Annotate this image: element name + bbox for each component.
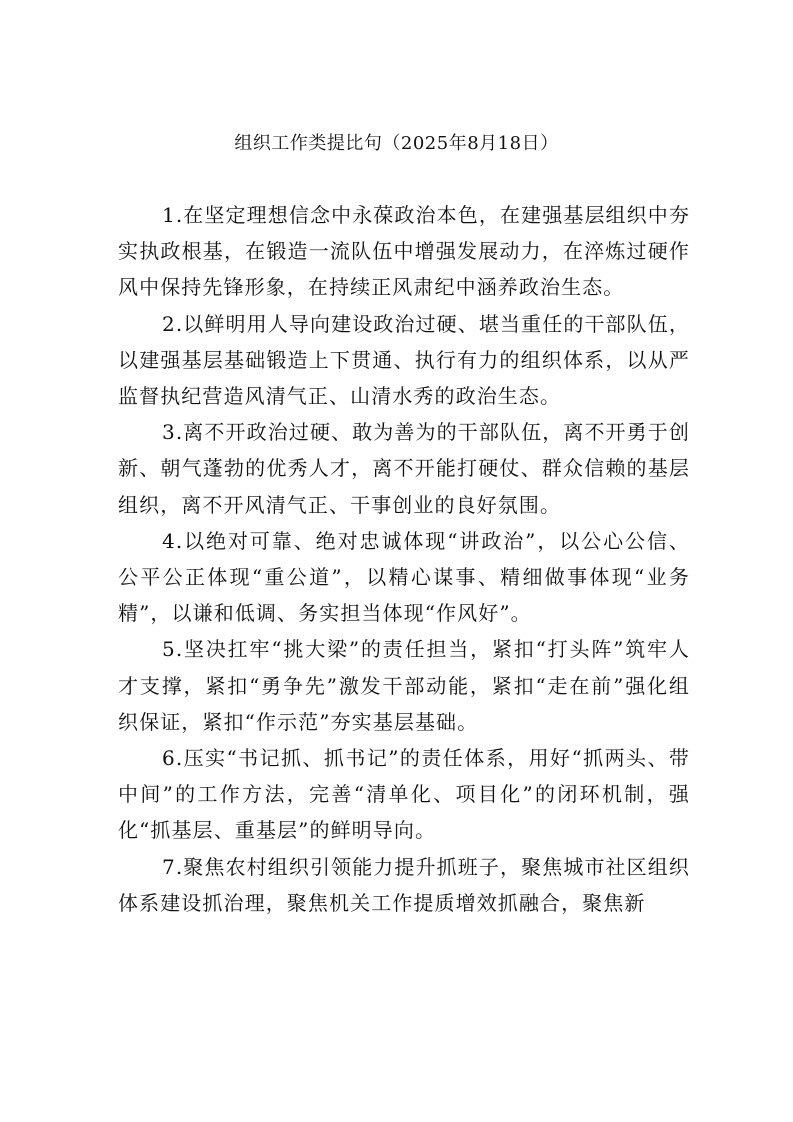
paragraph-1: 1.在坚定理想信念中永葆政治本色，在建强基层组织中夯实执政根基，在锻造一流队伍中增强发展动力，在淬炼过硬作风中保持先锋形象，在持续正风肃纪中涵养政治生态。 bbox=[118, 203, 690, 300]
paragraph-7: 7.聚焦农村组织引领能力提升抓班子，聚焦城市社区组织体系建设抓治理，聚焦机关工作提质增效抓融合，聚焦新 bbox=[118, 854, 690, 915]
paragraph-2: 2.以鲜明用人导向建设政治过硬、堪当重任的干部队伍，以建强基层基础锻造上下贯通、执行有力的组织体系，以从严监督执纪营造风清气正、山清水秀的政治生态。 bbox=[118, 311, 690, 409]
document-body bbox=[118, 197, 690, 921]
document-title: 组织工作类提比句（2025年8月18日） bbox=[234, 133, 559, 154]
paragraph-4: 4.以绝对可靠、绝对忠诚体现“讲政治”，以公心公信、公平公正体现“重公道”，以精心谋事、精细做事体现“业务精”，以谦和低调、务实担当体现“作风好”。 bbox=[118, 528, 690, 626]
paragraph-6: 6.压实“书记抓、抓书记”的责任体系，用好“抓两头、带中间”的工作方法，完善“清单化、项目化”的闭环机制，强化“抓基层、重基层”的鲜明导向。 bbox=[118, 746, 690, 843]
paragraph-3: 3.离不开政治过硬、敢为善为的干部队伍，离不开勇于创新、朝气蓬勃的优秀人才，离不开能打硬仗、群众信赖的基层组织，离不开风清气正、干事创业的良好氛围。 bbox=[118, 420, 690, 517]
paragraph-5: 5.坚决扛牢“挑大梁”的责任担当，紧扣“打头阵”筑牢人才支撑，紧扣“勇争先”激发干部动能，紧扣“走在前”强化组织保证，紧扣“作示范”夯实基层基础。 bbox=[118, 637, 690, 734]
